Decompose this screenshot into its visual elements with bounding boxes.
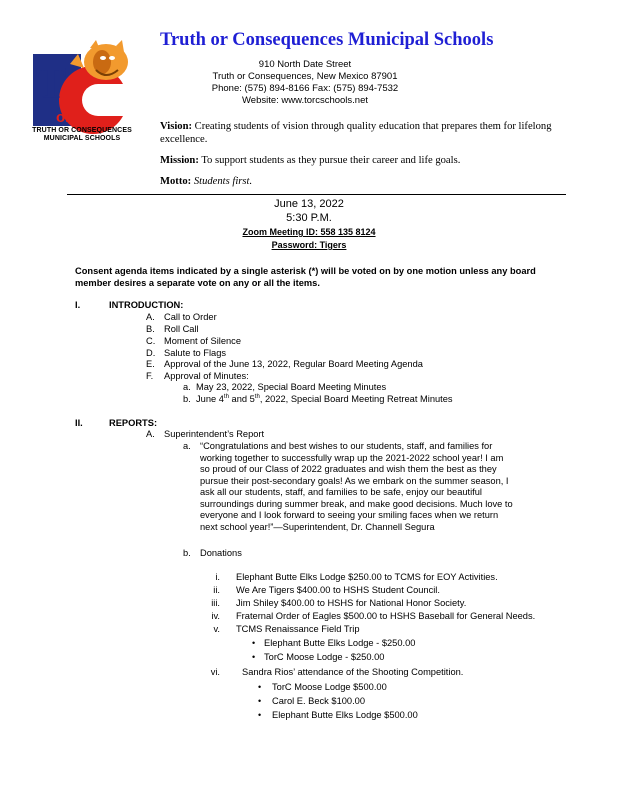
donation-item: Jim Shiley $400.00 to HSHS for National Honor Society. [236, 598, 467, 608]
vision-statement [160, 120, 570, 146]
phone-fax: Phone: (575) 894-8166 Fax: (575) 894-7532 [211, 83, 399, 94]
donation-item: We Are Tigers $400.00 to HSHS Student Council. [236, 585, 440, 595]
quote-line: everyone and I look forward to seeing your smiling faces when we return [200, 510, 499, 520]
agenda-item: Roll Call [164, 324, 199, 334]
minutes-item: June 4th and 5th, 2022, Special Board Meeting Retreat Minutes [196, 393, 453, 404]
section-number: I. [75, 300, 81, 310]
bullet-icon: • [252, 652, 256, 662]
agenda-item: Approval of Minutes: [164, 371, 249, 381]
motto-label: Motto: [160, 176, 192, 187]
quote-line: surroundings during summer break, and make good decisions. Much love to [200, 498, 513, 509]
quote-line: “Congratulations and best wishes to our students, staff, and families for [200, 441, 493, 451]
section-title-introduction: INTRODUCTION: [109, 300, 184, 310]
website: Website: www.torcschools.net [241, 95, 368, 106]
agenda-letter: C. [146, 336, 156, 346]
agenda-letter: F. [146, 371, 154, 381]
agenda-item: Approval of the June 13, 2022, Regular Board Meeting Agenda [164, 359, 423, 369]
bullet-icon: • [258, 696, 262, 706]
roman-numeral: v. [213, 624, 220, 634]
section-number: II. [75, 418, 83, 428]
motto-text: Students first. [191, 176, 253, 187]
district-title: Truth or Consequences Municipal Schools [160, 30, 494, 50]
roman-numeral: i. [215, 572, 220, 582]
mission-statement [160, 154, 570, 167]
donation-item: TCMS Renaissance Field Trip [236, 624, 360, 634]
city: Truth or Consequences, New Mexico 87901 [212, 71, 398, 82]
quote-line: ask all our students, staff, and families to be safe, enjoy our beautiful [200, 487, 482, 497]
donation-item: Sandra Rios’ attendance of the Shooting Competition. [242, 667, 464, 677]
logo-letter-c: C [74, 116, 75, 117]
bullet-icon: • [258, 682, 262, 692]
donations-label: Donations [200, 548, 242, 558]
quote-line: so proud of our Class of 2022 graduates and wish them the best as they [200, 464, 497, 474]
agenda-letter: A. [146, 429, 155, 439]
consent-agenda-note: Consent agenda items indicated by a single asterisk (*) will be voted on by one motion unless any board member desires a separate vote on any or all the items. [75, 266, 536, 288]
roman-numeral: vi. [210, 667, 220, 677]
minutes-letter: b. [183, 394, 191, 404]
logo-letters-or: or [56, 109, 71, 126]
meeting-time: 5:30 P.M. [286, 212, 332, 224]
mission-label: Mission: [160, 155, 199, 166]
minutes-letter: a. [183, 382, 191, 392]
quote-line: pursue their post-secondary goals! As we embark on the summer season, I [200, 475, 509, 486]
shooting-donor: Carol E. Beck $100.00 [272, 696, 366, 706]
agenda-letter: D. [146, 348, 156, 358]
shooting-donor: TorC Moose Lodge $500.00 [272, 682, 387, 692]
address-block [160, 59, 450, 107]
street: 910 North Date Street [258, 59, 352, 70]
field-trip-donor: TorC Moose Lodge - $250.00 [264, 652, 385, 662]
header-divider [67, 194, 566, 195]
zoom-password: Password: Tigers [271, 240, 347, 250]
quote-line: next school year!”—Superintendent, Dr. Channell Segura [200, 521, 435, 532]
quote-letter: a. [183, 441, 191, 451]
vision-label: Vision: [160, 121, 192, 132]
quote-line: working together to successfully wrap up the 2021-2022 school year! I am [200, 452, 504, 463]
agenda-item: Call to Order [164, 312, 217, 322]
agenda-letter: A. [146, 312, 155, 322]
agenda-item-superintendent-report: Superintendent’s Report [164, 429, 265, 439]
motto-statement [160, 175, 570, 188]
agenda-letter: E. [146, 359, 155, 369]
logo-caption [28, 127, 136, 143]
agenda-item: Salute to Flags [164, 348, 227, 358]
roman-numeral: iii. [211, 598, 220, 608]
bullet-icon: • [252, 638, 256, 648]
section-title-reports: REPORTS: [109, 418, 158, 428]
logo-caption-line-1: TRUTH OR CONSEQUENCES [32, 127, 132, 134]
vision-text: Creating students of vision through quality education that prepares them for lifelong excellence. [160, 121, 552, 145]
logo-letter-t: T [36, 57, 67, 108]
agenda-item: Moment of Silence [164, 336, 241, 346]
field-trip-donor: Elephant Butte Elks Lodge - $250.00 [264, 638, 416, 648]
agenda-letter: B. [146, 324, 155, 334]
bullet-icon: • [258, 710, 262, 720]
meeting-date: June 13, 2022 [274, 198, 344, 210]
roman-numeral: iv. [211, 611, 220, 621]
logo-caption-line-2: MUNICIPAL SCHOOLS [43, 135, 121, 142]
zoom-meeting-id: Zoom Meeting ID: 558 135 8124 [242, 227, 376, 237]
shooting-donor: Elephant Butte Elks Lodge $500.00 [272, 710, 418, 720]
donation-item: Elephant Butte Elks Lodge $250.00 to TCMS for EOY Activities. [236, 572, 498, 582]
roman-numeral: ii. [213, 585, 220, 595]
school-logo [30, 40, 132, 140]
mission-text: To support students as they pursue their career and life goals. [198, 155, 461, 166]
minutes-item: May 23, 2022, Special Board Meeting Minutes [196, 382, 387, 392]
donations-letter: b. [183, 548, 191, 558]
donation-item: Fraternal Order of Eagles $500.00 to HSHS Baseball for General Needs. [236, 611, 536, 621]
superintendent-quote [200, 441, 560, 533]
